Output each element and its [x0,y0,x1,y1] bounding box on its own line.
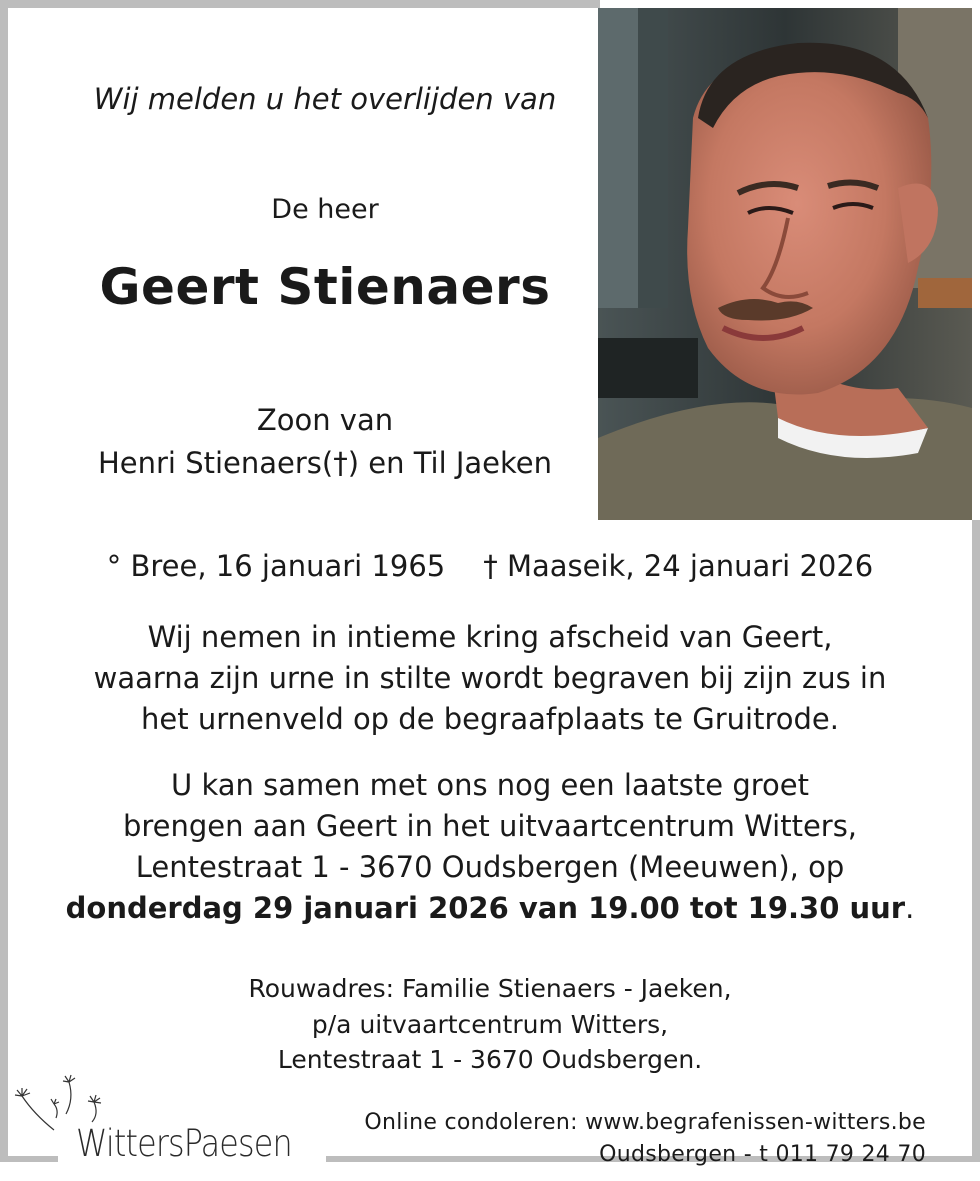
visit-line-4 [30,891,950,925]
birth-date: ° Bree, 16 januari 1965 [106,549,446,583]
address-line-2: p/a uitvaartcentrum Witters, [311,1010,669,1039]
life-dates [40,549,940,583]
honorific: De heer [271,194,379,225]
frame-bottom-left [0,1156,58,1162]
parents-names: Henri Stienaers(†) en Til Jaeken [97,446,553,480]
witters-paesen-logo: WittersPaesen [76,1122,292,1165]
portrait-photo [598,8,972,520]
deceased-name: Geert Stienaers [99,258,551,316]
visit-period: . [905,891,915,925]
frame-left [0,8,8,1160]
frame-right [972,520,980,1160]
online-condolence-link[interactable]: Online condoleren: www.begrafenissen-witters.be [364,1110,926,1135]
visit-date-time: donderdag 29 januari 2026 van 19.00 tot 19.30 uur [65,891,906,925]
farewell-line-1: Wij nemen in intieme kring afscheid van Geert, [147,620,833,654]
death-date: † Maaseik, 24 januari 2026 [483,549,874,583]
address-line-3: Lentestraat 1 - 3670 Oudsbergen. [277,1045,703,1074]
visit-line-2: brengen aan Geert in het uitvaartcentrum Witters, [122,809,858,843]
visit-line-3: Lentestraat 1 - 3670 Oudsbergen (Meeuwen), op [135,850,845,884]
frame-top [0,0,600,8]
farewell-line-2: waarna zijn urne in stilte wordt begraven bij zijn zus in [93,661,887,695]
location-phone: Oudsbergen - t 011 79 24 70 [599,1142,926,1167]
intro-text: Wij melden u het overlijden van [93,82,557,116]
son-of-label: Zoon van [256,403,394,437]
farewell-line-3: het urnenveld op de begraafplaats te Gruitrode. [141,702,839,736]
address-line-1: Rouwadres: Familie Stienaers - Jaeken, [248,974,732,1003]
visit-line-1: U kan samen met ons nog een laatste groet [171,768,809,802]
